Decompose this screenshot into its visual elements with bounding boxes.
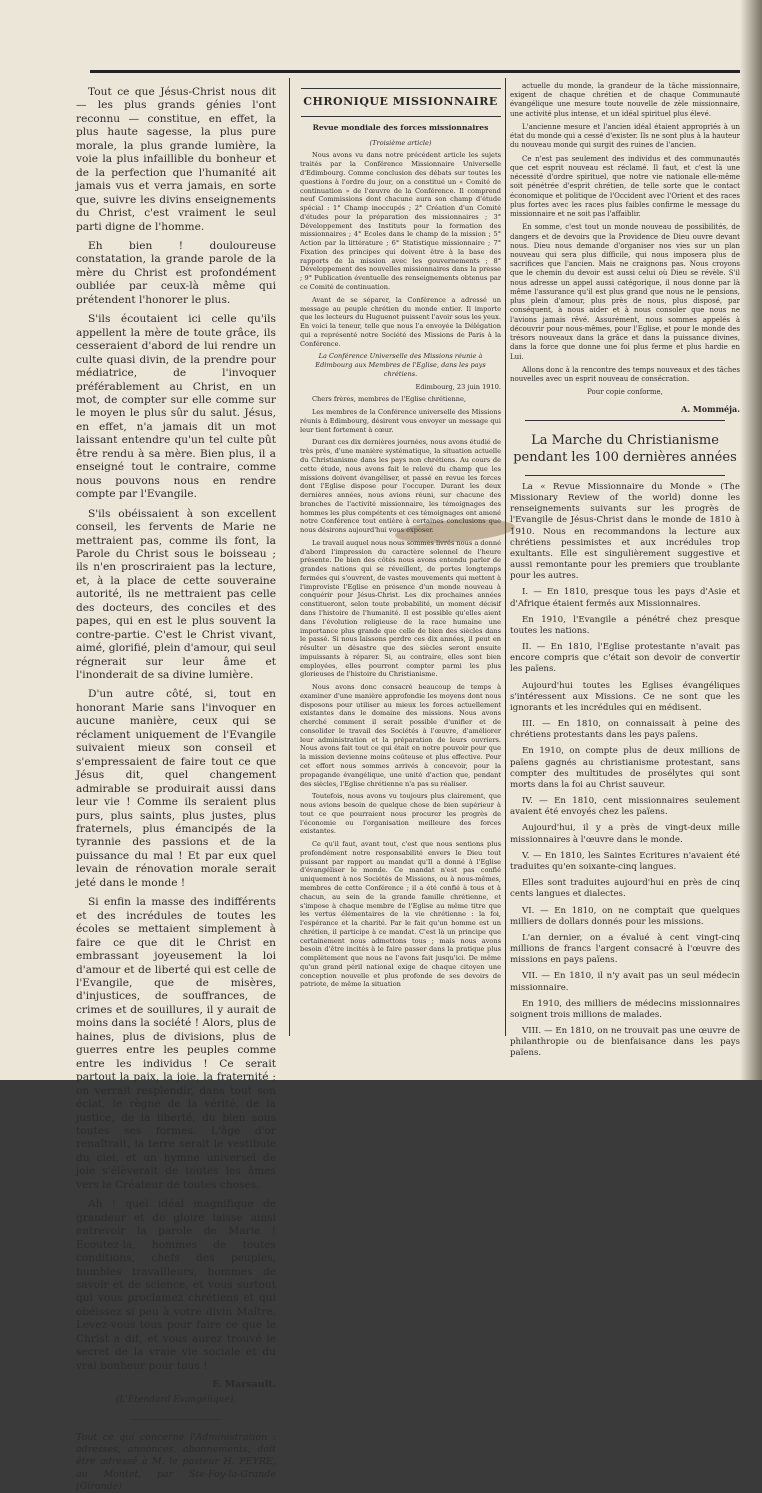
marche-item: En 1910, l'Evangile a pénétré chez presque toutes les nations. (510, 614, 740, 636)
paragraph: L'ancienne mesure et l'ancien idéal étaient appropriés à un état du monde qui a cessé d'exister. Ils ne sont plus à la hauteur du nouveau monde qui surgit des ruines de l'ancien. (510, 122, 740, 150)
paragraph: Ah ! quel idéal magnifique de grandeur et de gloire laisse ainsi entrevoir la parole de Marie ! Ecoutez-la, hommes de toutes conditions, chefs des peuples, humbles travailleurs, hommes de savoir et de science, et vous surtout qui vous proclamez chrétiens et qui obéissez si peu à votre divin Maître. Levez-vous tous pour faire ce que le Christ a dit, et vous aurez trouvé le secret de la vraie vie sociale et du vrai bonheur pour tous ! (76, 1198, 276, 1372)
marche-item: VII. — En 1810, il n'y avait pas un seul médecin missionnaire. (510, 971, 740, 993)
paragraph: Ce n'est pas seulement des individus et des communautés que cet esprit nouveau est réclamé. Il faut, et c'est là une nécessité d'ordre spirituel, que notre vie nationale elle-même soit pénétrée d'esprit chrétien, de telle sorte que le contact économique et politique de l'Occident avec l'Orient et des races plus fortes avec les races plus faibles confirme le message du missionnaire et ne soit pas l'affaiblir. (510, 154, 740, 219)
column-1-article (76, 86, 277, 1492)
paragraph: S'ils écoutaient ici celle qu'ils appellent la mère de toute grâce, ils cesseraient d'abord de lui rendre un culte quasi divin, de la prendre pour médiatrice, de l'invoquer préférablement au Christ, en un mot, de compter sur elle comme sur le moyen le plus sûr du salut. Jésus, en effet, n'a jamais dit un mot laissant entendre qu'un tel culte pût être rendu à sa mère. Bien plus, il a enseigné tout le contraire, comme nous pouvons nous en rendre compte par l'Evangile. (76, 313, 276, 501)
marche-item: I. — En 1810, presque tous les pays d'Asie et d'Afrique étaient fermés aux Missionnaires. (510, 587, 740, 609)
column-divider-right (505, 78, 506, 1036)
paragraph: actuelle du monde, la grandeur de la tâche missionnaire, exigent de chaque chrétien et de chaque Communauté évangélique une mesure toute nouvelle de zèle missionnaire, une activité plus intense, et un idéal spirituel plus élevé. (510, 82, 740, 118)
marche-item: V. — En 1810, les Saintes Ecritures n'avaient été traduites qu'en soixante-cinq langues. (510, 850, 740, 872)
marche-intro: La « Revue Missionnaire du Monde » (The Missionary Review of the world) donne les renseignements suivants sur les progrès de l'Evangile de Jésus-Christ dans le monde de 1810 à 1910. Nous en recommandons la lecture aux chrétiens pessimistes et aux incrédules trop exultants. Elle est singulièrement suggestive et aussi remontante pour les premiers que troublante pour les autres. (510, 481, 740, 582)
copy-note: Pour copie conforme, (587, 388, 663, 397)
column-divider-left (289, 78, 290, 1036)
section-rule (301, 116, 501, 117)
section-title: CHRONIQUE MISSIONNAIRE (303, 95, 498, 108)
letter-date: Edimbourg, 23 juin 1910. (415, 382, 501, 391)
section-subtitle: Revue mondiale des forces missionnaires (312, 122, 489, 132)
paragraph: Eh bien ! douloureuse constatation, la grande parole de la mère du Christ est profondément oubliée par ceux-là même qui prétendent l'honorer le plus. (76, 239, 276, 306)
administration-notice: Tout ce qui concerne l'Administration : adresses, annonces, abonnements, doit être adressé à M. le pasteur H. PEYRE, au Montet, par Ste-Foy-la-Grande (Gironde) (76, 1431, 276, 1492)
marche-item: VI. — En 1810, on ne comptait que quelques milliers de dollars donnés pour les missions. (510, 905, 740, 927)
paragraph: Ce qu'il faut, avant tout, c'est que nous sentions plus profondément notre responsabilité envers le Dieu tout puissant par rapport au mandat qu'Il a donné à l'Eglise d'évangéliser le monde. Ce mandat n'est pas confié uniquement à nos Sociétés de Missions, ou à nous-mêmes, membres de cette Conférence ; il a été confié à tous et à chacun, au sein de la grande famille chrétienne, et s'impose à chaque membre de l'Eglise au même titre que les vertus élémentaires de la vie chrétienne : la foi, l'espérance et la charité. Par le fait qu'un homme est un chrétien, il participe à ce mandat. C'est là un principe que certainement nous admettons tous ; mais nous avons besoin d'être incités à le faire passer dans la pratique plus complètement que nous ne l'avons fait jusqu'ici. De même qu'un grand péril national exige de chaque citoyen une conception nouvelle et plus profonde de ses devoirs de patriote, de même la situation (300, 840, 501, 989)
marche-item: III. — En 1810, on connaissait à peine des chrétiens protestants dans les pays païens. (510, 719, 740, 741)
marche-item: Elles sont traduites aujourd'hui en près de cinq cents langues et dialectes. (510, 878, 740, 900)
author-signature: F. Marsault. (212, 1379, 276, 1391)
paragraph: En somme, c'est tout un monde nouveau de possibilités, de dangers et de devoirs que la Providence de Dieu ouvre devant nous. Dieu nous demande d'organiser nos vies sur un plan nouveau qui sera plus difficile, qui nous imposera plus de sacrifices que l'ancien. Mais ne craignons pas. Nous croyons que le chemin du devoir est aussi celui où Dieu se révèle. S'il nous adresse un appel aussi catégorique, il nous donne par là même l'assurance qu'il est plus grand que nous ne le pensions, plus plein d'amour, plus près de nous, plus disposé, par conséquent, à nous aider et à nous consoler que nous ne l'avions jamais rêvé. Assurément, nous sommes appelés à découvrir pour nous-mêmes, pour l'Eglise, et pour le monde des trésors nouveaux dans la grâce et dans la puissance divines, dans la force que donne une foi plus ferme et plus hardie en Lui. (510, 223, 740, 361)
page-edge-shadow (740, 0, 762, 1080)
paragraph: Allons donc à la rencontre des temps nouveaux et des tâches nouvelles avec un esprit nouveau de consécration. (510, 365, 740, 384)
letter-greeting: Chers frères, membres de l'Eglise chrétienne, (312, 395, 467, 404)
section-rule (525, 420, 725, 421)
marche-list (510, 482, 740, 1060)
article-label: (Troisième article) (369, 138, 432, 147)
column-3-continuation (510, 82, 740, 1059)
paragraph: S'ils obéissaient à son excellent conseil, les fervents de Marie ne mettraient pas, comme ils font, la Parole du Christ sous le boisseau ; ils n'en proscriraient pas la lecture, et, à la place de cette souveraine autorité, ils ne mettraient pas celle des docteurs, des conciles et des papes, qui en est le plus souvent la contre-partie. C'est le Christ vivant, aimé, glorifié, plein d'amour, qui seul régnerait sur leur âme et l'inonderait de sa divine lumière. (76, 507, 277, 682)
copy-signature: A. Momméja. (681, 403, 740, 414)
section-rule (301, 88, 501, 89)
marche-item: En 1910, on compte plus de deux millions de païens gagnés au christianisme protestant, sans compter des multitudes de prosélytes qui sont morts dans la foi au Christ sauveur. (510, 746, 740, 790)
marche-item: L'an dernier, on a évalué à cent vingt-cinq millions de francs l'argent consacré à l'œuvre des missions en pays païens. (510, 932, 740, 966)
article-source: (L'Etendard Evangélique). (115, 1395, 237, 1406)
paragraph: Avant de se séparer, la Conférence a adressé un message au peuple chrétien du monde entier. Il importe que les lecteurs du Huguenot puissent l'avoir sous les yeux. En voici la teneur, telle que nous l'a envoyée la Délégation qui a représenté notre Société des Missions de Paris à la Conférence. (300, 295, 501, 348)
paragraph: Les membres de la Conférence universelle des Missions réunis à Edimbourg, désirent vous envoyer un message qui leur tient fortement à cœur. (300, 408, 501, 434)
paragraph: Durant ces dix dernières journées, nous avons étudié de très près, d'une manière systématique, la situation actuelle du Christianisme dans les pays non chrétiens. Au cours de cette étude, nous avons fait le relevé du champ que les missions doivent évangéliser, et passé en revue les forces dont l'Eglise dispose pour l'occuper. Durant les deux dernières années, nous avions réuni, sur chacune des branches de l'activité missionnaire, les témoignages des hommes les plus compétents et ces témoignages ont amené notre Conférence tout entière à certaines conclusions que nous désirons aujourd'hui vous exposer. (300, 438, 501, 535)
marche-item: IV. — En 1810, cent missionnaires seulement avaient été envoyés chez les païens. (510, 796, 740, 818)
paragraph: Nous avons donc consacré beaucoup de temps à examiner d'une manière approfondie les moyens dont nous disposons pour utiliser au mieux les forces actuellement existantes dans le domaine des missions. Nous avons cherché comment il serait possible d'unifier et de consolider le travail des Sociétés à l'œuvre, d'améliorer leur administration et la préparation de leurs ouvriers. Nous avons fait tout ce qui était en notre pouvoir pour que la mission devienne moins coûteuse et plus effective. Pour cet effort nous sommes arrivés à concevoir, pour la propagande évangélique, une unité d'action que, pendant des siècles, l'Eglise chrétienne n'a pas su réaliser. (300, 683, 501, 788)
marche-item: Aujourd'hui, il y a près de vingt-deux mille missionnaires à l'œuvre dans le monde. (510, 823, 740, 845)
separator-rule (131, 1419, 221, 1420)
paragraph: Si enfin la masse des indifférents et des incrédules de toutes les écoles se mettaient simplement à faire ce que dit le Christ en embrassant joyeusement la loi d'amour et de liberté qui est celle de l'Evangile, que de misères, d'injustices, de souffrances, de crimes et de souillures, il y aurait de moins dans la société ! Alors, plus de haines, plus de divisions, plus de guerres entre les peuples comme entre les individus ! Ce serait partout la paix, la joie, la fraternité ; on verrait resplendir, dans tout son éclat, le règne de la vérité, de la justice, de la liberté, du bien sous toutes ses formes. L'âge d'or renaîtrait, la terre serait le vestibule du ciel, et un hymne universel de joie s'élèverait de toutes les âmes vers le Créateur de toutes choses. (76, 896, 276, 1191)
letter-header: La Conférence Universelle des Missions réunie à Edimbourg aux Membres de l'Eglise, dans les pays chrétiens. (315, 352, 486, 378)
paragraph: Nous avons vu dans notre précédent article les sujets traités par la Conférence Missionnaire Universelle d'Edimbourg. Comme conclusion des débats sur toutes les questions à l'ordre du jour, on a constitué un « Comité de continuation » de l'œuvre de la Conférence. Il comprend neuf Commissions dont chacune aura son champ d'étude spécial : 1° Champ inoccupés ; 2° Création d'un Comité d'études pour la préparation des missionnaires ; 3° Développement des Instituts pour la formation des missionnaires ; 4° Ecoles dans le champ de la mission ; 5° Action par la littérature ; 6° Statistique missionnaire ; 7° Fixation des principes qui doivent être à la base des rapports de la mission avec les gouvernements ; 8° Développement des nouvelles missionnaires dans la presse ; 9° Publication éventuelle des renseignements obtenus par ce Comité de continuation. (300, 151, 501, 291)
paragraph: Toutefois, nous avons vu toujours plus clairement, que nous avions besoin de quelque chose de bien supérieur à tout ce que pourraient nous procurer les progrès de l'économie ou l'organisation meilleure des forces existantes. (300, 792, 501, 836)
top-rule (90, 70, 740, 73)
column-2-chronique (300, 82, 501, 1037)
paragraph: Le travail auquel nous nous sommes livrés nous a donné d'abord l'impression du caractère solennel de l'heure présente. De bien des côtés nous avons entendu parler de grandes nations qui se réveillent, de portes longtemps fermées qui s'ouvrent, de vastes mouvements qui mettent à l'improviste l'Eglise en présence d'un monde nouveau à conquérir pour Jésus-Christ. Les dix prochaines années constitueront, selon toute probabilité, un moment décisif dans l'histoire de l'humanité. Il est possible qu'elles aient dans l'évolution religieuse de la race humaine une importance plus grande que celle de bien des siècles dans le passé. Si nous laissons perdre ces dix années, il peut en résulter un désastre que des siècles seront ensuite impuissants à réparer. Si, au contraire, elles sont bien employées, elles pourront compter parmi les plus glorieuses de l'histoire du Christianisme. (300, 538, 501, 679)
marche-title: La Marche du Christianisme pendant les 100 dernières années (513, 433, 737, 465)
paragraph: Tout ce que Jésus-Christ nous dit — les plus grands génies l'ont reconnu — constitue, en effet, la plus haute sagesse, la plus pure morale, la plus grande lumière, la voie la plus infaillible du bonheur et de la perfection que l'humanité ait jamais vus et verra jamais, en sorte que, suivre les divins enseignements du Christ, c'est vraiment le seul parti digne de l'homme. (76, 86, 276, 233)
paragraph: D'un autre côté, si, tout en honorant Marie sans l'invoquer en aucune manière, ceux qui se réclament uniquement de l'Evangile suivaient mieux son conseil et s'empressaient de faire tout ce que Jésus dit, quel changement admirable se produirait aussi dans leur vie ! Comme ils seraient plus purs, plus saints, plus justes, plus fraternels, plus émancipés de la tyrannie des passions et de la puissance du mal ! Et par eux quel levain de rénovation morale serait jeté dans le monde ! (76, 688, 276, 889)
section-rule (525, 475, 725, 476)
marche-item: VIII. — En 1810, on ne trouvait pas une œuvre de philanthropie ou de bienfaisance dans les pays païens. (510, 1026, 740, 1059)
marche-item: Aujourd'hui toutes les Eglises évangéliques s'intéressent aux Missions. Ce ne sont que les ignorants et les incrédules qui en médisent. (510, 680, 740, 713)
marche-item: II. — En 1810, l'Eglise protestante n'avait pas encore compris que c'était son devoir de convertir les païens. (510, 642, 740, 675)
marche-item: En 1910, des milliers de médecins missionnaires soignent trois millions de malades. (510, 998, 740, 1020)
